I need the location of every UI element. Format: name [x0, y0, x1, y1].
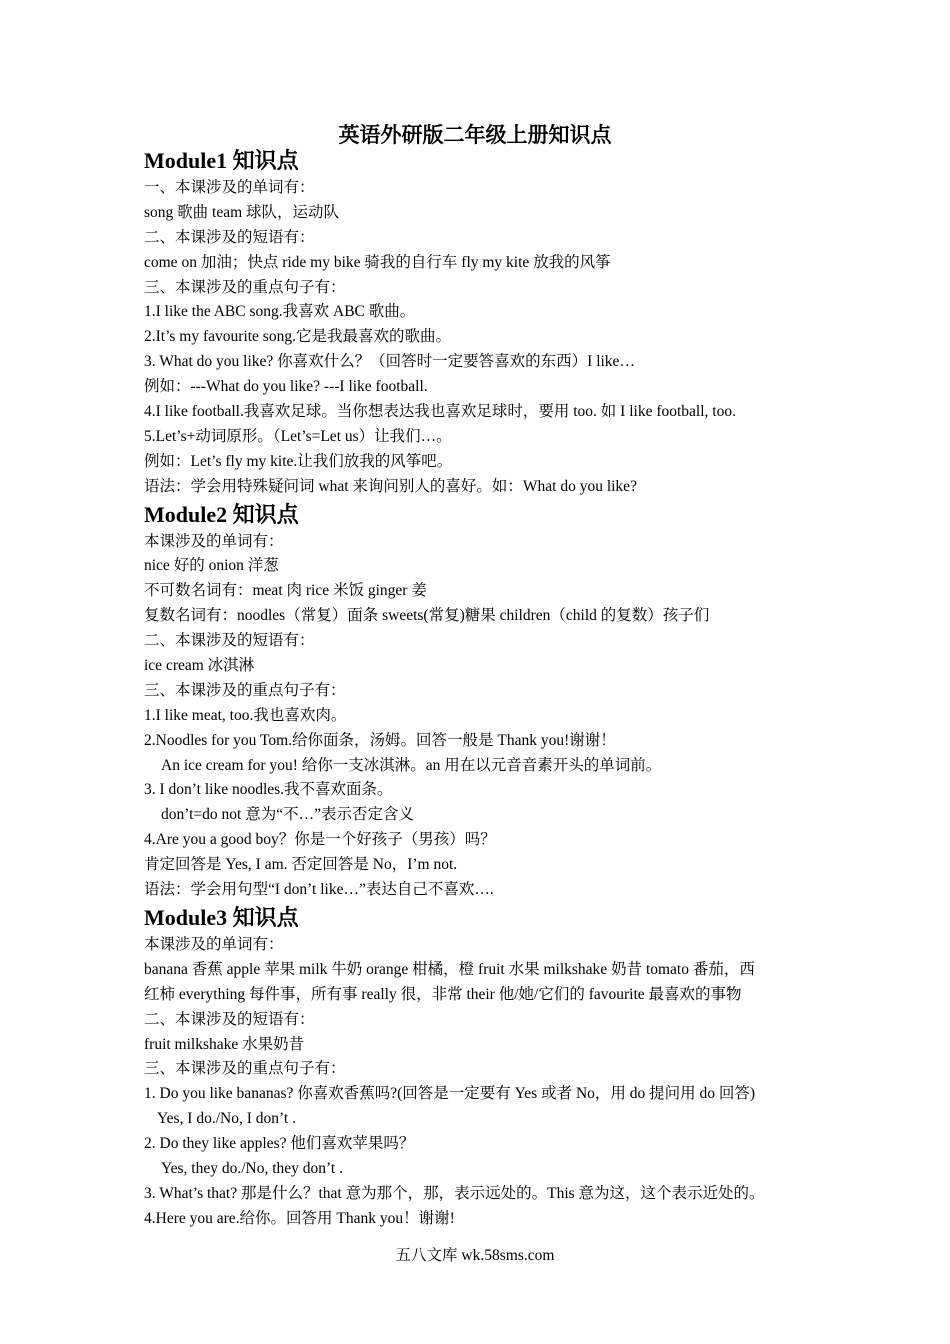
module1-heading: Module1 知识点 [144, 148, 299, 173]
module1-line: 例如：---What do you like? ---I like football. [144, 378, 428, 396]
module1-line: 例如：Let’s fly my kite.让我们放我的风筝吧。 [144, 452, 453, 470]
module2-line: 语法：学会用句型“I don’t like…”表达自己不喜欢…. [144, 881, 494, 899]
module1-line: 1.I like the ABC song.我喜欢 ABC 歌曲。 [144, 303, 416, 321]
module2-heading: Module2 知识点 [144, 501, 299, 527]
module1-line: 三、本课涉及的重点句子有： [144, 278, 346, 296]
module3-line: 三、本课涉及的重点句子有： [144, 1060, 346, 1078]
module1-line: 5.Let’s+动词原形。（Let’s=Let us）让我们…。 [144, 427, 452, 445]
module1-line: 语法：学会用特殊疑问词 what 来询问别人的喜好。如：What do you like? [144, 477, 637, 495]
module2-line: 本课涉及的单词有： [144, 532, 284, 550]
module2-line: 肯定回答是 Yes, I am. 否定回答是 No，I’m not. [144, 856, 458, 874]
document-title: 英语外研版二年级上册知识点 [338, 123, 612, 147]
module2-line: 1.I like meat, too.我也喜欢肉。 [144, 706, 347, 724]
module3-line: fruit milkshake 水果奶昔 [144, 1035, 305, 1053]
module3-line: Yes, they do./No, they don’t . [161, 1159, 343, 1177]
module2-line: 不可数名词有：meat 肉 rice 米饭 ginger 姜 [144, 582, 427, 600]
module3-line: 1. Do you like bananas? 你喜欢香蕉吗?(回答是一定要有 Yes 或者 No，用 do 提问用 do 回答) [144, 1085, 756, 1103]
module2-line: ice cream 冰淇淋 [144, 657, 255, 675]
module1-line: 一、本课涉及的单词有： [144, 179, 315, 196]
page-footer: 五八文库 wk.58sms.com [395, 1247, 555, 1264]
module3-line: 红柿 everything 每件事，所有事 really 很，非常 their 他/她/它们的 favourite 最喜欢的事物 [144, 985, 742, 1003]
module1-line: 二、本课涉及的短语有： [144, 228, 315, 246]
module2-line: don’t=do not 意为“不…”表示否定含义 [161, 806, 414, 824]
module3-line: 2. Do they like apples? 他们喜欢苹果吗？ [144, 1135, 415, 1153]
module3-line: Yes, I do./No, I don’t . [157, 1110, 296, 1128]
module2-line: 三、本课涉及的重点句子有： [144, 681, 346, 699]
module2-line: 4.Are you a good boy？你是一个好孩子（男孩）吗？ [144, 831, 496, 849]
module2-line: An ice cream for you! 给你一支冰淇淋。an 用在以元音音素开头的单词前。 [161, 756, 662, 774]
module3-line: 4.Here you are.给你。回答用 Thank you！谢谢! [144, 1209, 455, 1227]
module1-line: 2.It’s my favourite song.它是我最喜欢的歌曲。 [144, 328, 451, 346]
module2-line: 复数名词有：noodles（常复）面条 sweets(常复)糖果 children（child 的复数）孩子们 [144, 607, 710, 625]
module1-line: song 歌曲 team 球队，运动队 [144, 203, 340, 221]
module3-line: 3. What’s that? 那是什么？that 意为那个，那，表示远处的。This 意为这，这个表示近处的。 [144, 1184, 765, 1202]
module2-line: 2.Noodles for you Tom.给你面条，汤姆。回答一般是 Thank you!谢谢！ [144, 731, 616, 749]
module2-line: 3. I don’t like noodles.我不喜欢面条。 [144, 781, 393, 799]
module3-line: banana 香蕉 apple 苹果 milk 牛奶 orange 柑橘，橙 fruit 水果 milkshake 奶昔 tomato 番茄，西 [144, 960, 755, 978]
module2-line: nice 好的 onion 洋葱 [144, 557, 279, 575]
module1-line: 3. What do you like? 你喜欢什么？（回答时一定要答喜欢的东西）I like… [144, 353, 635, 371]
module1-line: 4.I like football.我喜欢足球。当你想表达我也喜欢足球时，要用 too. 如 I like football, too. [144, 403, 736, 421]
module1-line: come on 加油；快点 ride my bike 骑我的自行车 fly my kite 放我的风筝 [144, 253, 611, 271]
module3-line: 本课涉及的单词有： [144, 935, 284, 953]
module2-line: 二、本课涉及的短语有： [144, 632, 315, 650]
document-body [144, 146, 824, 1232]
module3-line: 二、本课涉及的短语有： [144, 1010, 315, 1028]
module3-heading: Module3 知识点 [144, 904, 299, 930]
